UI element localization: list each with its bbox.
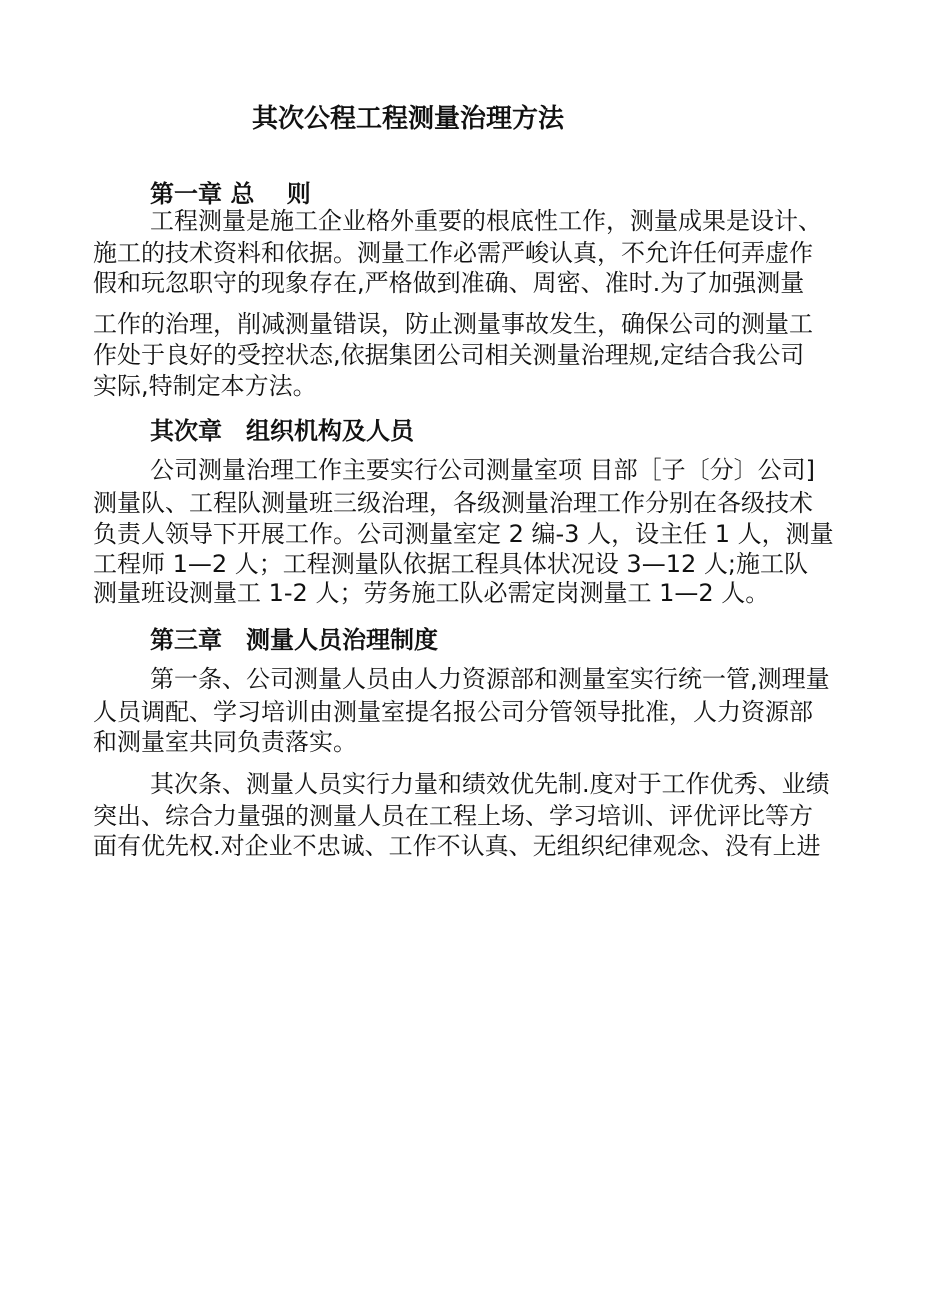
chapter-3-heading: 第三章 测量人员治理制度 bbox=[150, 626, 438, 654]
chapter-2-heading: 其次章 组织机构及人员 bbox=[150, 417, 414, 445]
document-title: 其次公程工程测量治理方法 bbox=[252, 104, 565, 134]
chapter-3-para-2-line-1: 其次条、测量人员实行力量和绩效优先制.度对于工作优秀、业绩 bbox=[150, 770, 830, 798]
chapter-3-para-2-line-2: 突出、综合力量强的测量人员在工程上场、学习培训、评优评比等方 bbox=[93, 802, 813, 830]
chapter-3-para-1-line-1: 第一条、公司测量人员由人力资源部和测量室实行统一管,测理量 bbox=[150, 665, 830, 693]
chapter-1-heading: 第一章 总 则 bbox=[150, 180, 311, 208]
chapter-3-para-2-line-3: 面有优先权.对企业不忠诚、工作不认真、无组织纪律观念、没有上进 bbox=[93, 832, 821, 860]
chapter-2-line-1: 公司测量治理工作主要实行公司测量室项 目部［子〔分〕公司] bbox=[150, 456, 815, 484]
chapter-1-line-2: 施工的技术资料和依据。测量工作必需严峻认真，不允许任何弄虚作 bbox=[93, 239, 813, 267]
chapter-1-line-4: 工作的治理，削减测量错误，防止测量事故发生，确保公司的测量工 bbox=[93, 310, 813, 338]
chapter-3-para-1-line-2: 人员调配、学习培训由测量室提名报公司分管领导批准，人力资源部 bbox=[93, 698, 813, 726]
chapter-2-line-3: 负责人领导下开展工作。公司测量室定 2 编-3 人，设主任 1 人，测量 bbox=[93, 520, 834, 548]
chapter-3-para-1-line-3: 和测量室共同负责落实。 bbox=[93, 728, 357, 756]
chapter-1-line-3: 假和玩忽职守的现象存在,严格做到准确、周密、准时.为了加强测量 bbox=[93, 269, 805, 297]
chapter-2-line-2: 测量队、工程队测量班三级治理，各级测量治理工作分别在各级技术 bbox=[93, 489, 813, 517]
chapter-2-line-4: 工程师 1—2 人；工程测量队依据工程具体状况设 3—12 人;施工队 bbox=[93, 550, 808, 578]
chapter-2-line-5: 测量班设测量工 1-2 人；劳务施工队必需定岗测量工 1—2 人。 bbox=[93, 579, 770, 607]
chapter-1-line-5: 作处于良好的受控状态,依据集团公司相关测量治理规,定结合我公司 bbox=[93, 341, 805, 369]
chapter-1-line-6: 实际,特制定本方法。 bbox=[93, 372, 317, 400]
chapter-1-line-1: 工程测量是施工企业格外重要的根底性工作，测量成果是设计、 bbox=[150, 207, 822, 235]
